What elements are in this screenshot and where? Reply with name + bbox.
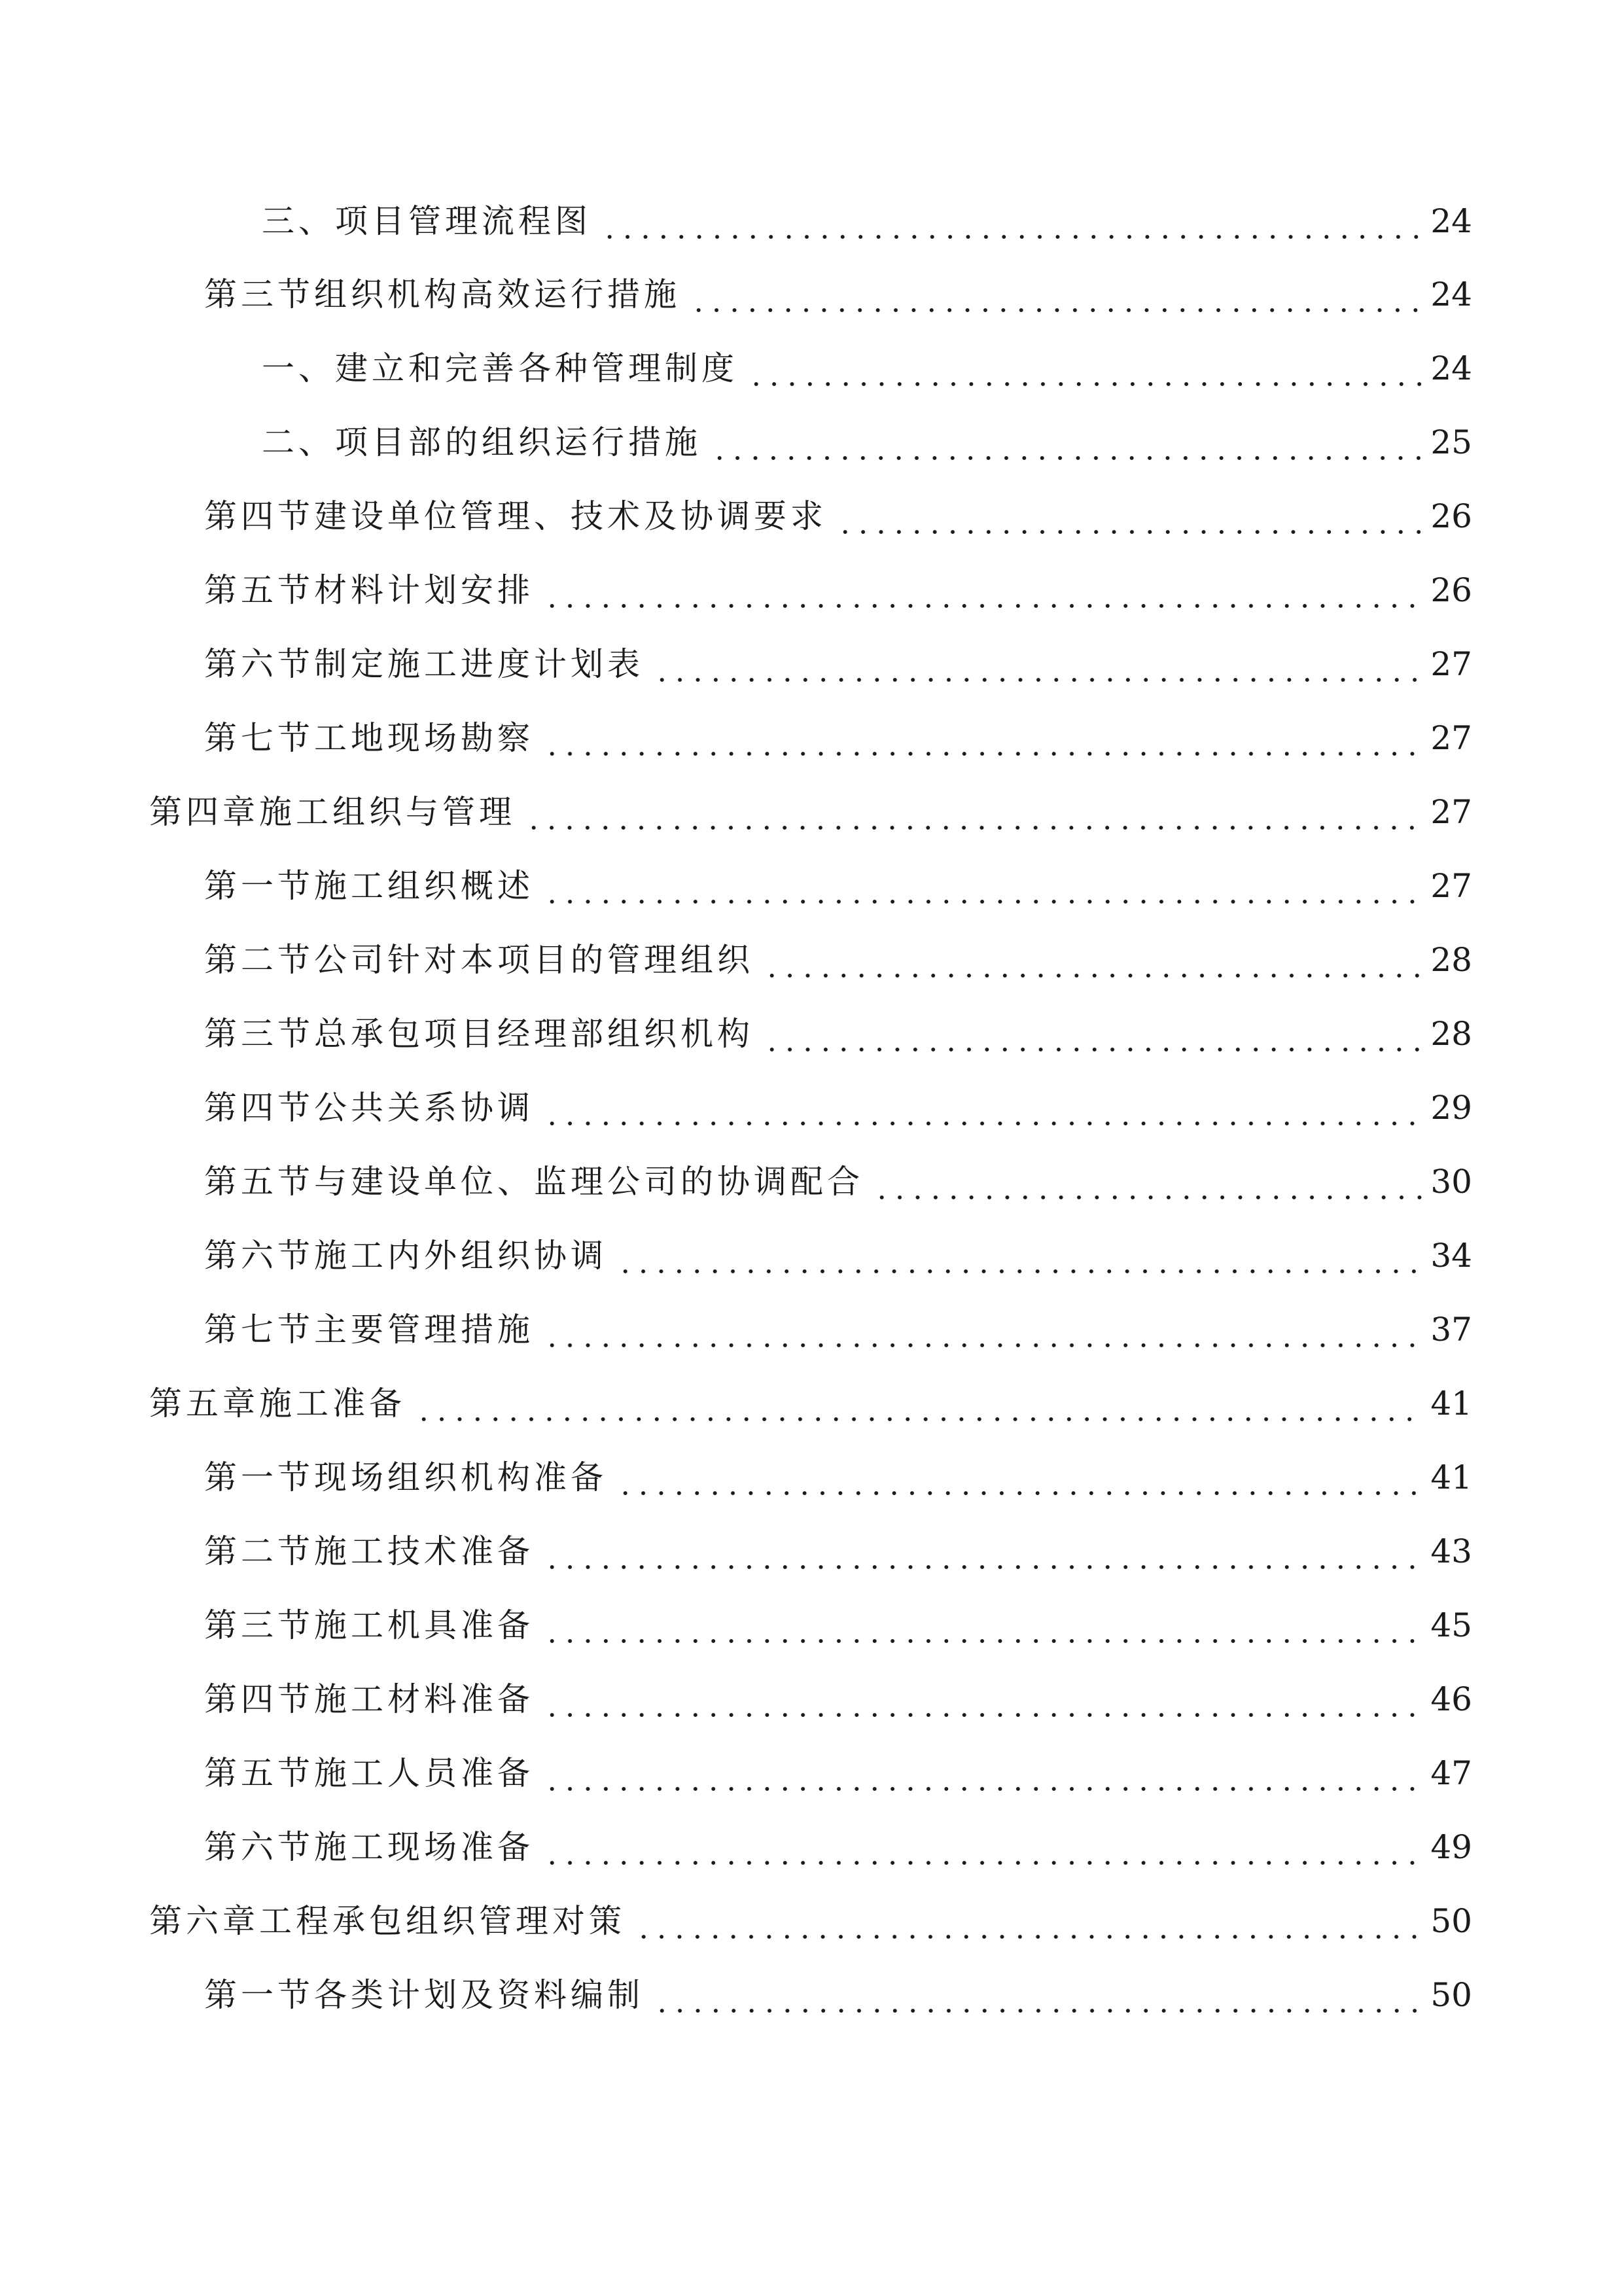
toc-entry-title: 二、项目部的组织运行措施 — [262, 423, 701, 461]
toc-entry-title: 第六节施工现场准备 — [204, 1828, 534, 1866]
toc-leader-dots — [415, 1377, 1425, 1430]
toc-leader-dots — [543, 1821, 1425, 1873]
toc-entry-title: 第四节建设单位管理、技术及协调要求 — [204, 497, 827, 535]
toc-entry-page: 24 — [1430, 202, 1472, 240]
toc-entry-page: 24 — [1430, 275, 1472, 313]
toc-entry[interactable] — [204, 1451, 1472, 1504]
toc-entry-title: 第五节施工人员准备 — [204, 1754, 534, 1792]
toc-entry-title: 第一节现场组织机构准备 — [204, 1458, 607, 1496]
toc-entry-title: 第三节施工机具准备 — [204, 1606, 534, 1644]
toc-leader-dots — [543, 1082, 1425, 1134]
toc-entry[interactable] — [204, 934, 1472, 986]
toc-leader-dots — [711, 416, 1425, 468]
toc-leader-dots — [543, 712, 1425, 764]
toc-entry-page: 47 — [1430, 1754, 1472, 1792]
toc-leader-dots — [543, 1673, 1425, 1725]
toc-leader-dots — [653, 1969, 1425, 2021]
toc-leader-dots — [873, 1156, 1425, 1208]
toc-entry-page: 26 — [1430, 497, 1472, 535]
toc-entry-title: 第四节公共关系协调 — [204, 1089, 534, 1127]
toc-entry[interactable] — [204, 564, 1472, 616]
toc-entry[interactable] — [204, 1525, 1472, 1578]
toc-entry-page: 50 — [1430, 1976, 1472, 2014]
toc-entry-title: 第三节组织机构高效运行措施 — [204, 275, 680, 313]
toc-entry[interactable] — [204, 860, 1472, 912]
toc-entry[interactable] — [262, 195, 1472, 247]
toc-entry-page: 34 — [1430, 1237, 1472, 1275]
toc-entry-page: 25 — [1430, 423, 1472, 461]
toc-entry-page: 46 — [1430, 1680, 1472, 1718]
toc-entry-title: 第二节施工技术准备 — [204, 1532, 534, 1570]
toc-entry-page: 27 — [1430, 867, 1472, 905]
toc-entry-title: 第六节制定施工进度计划表 — [204, 645, 644, 683]
toc-entry-page: 43 — [1430, 1532, 1472, 1570]
toc-entry[interactable] — [204, 712, 1472, 764]
toc-leader-dots — [747, 342, 1425, 395]
toc-entry[interactable] — [204, 1229, 1472, 1282]
toc-entry-page: 28 — [1430, 941, 1472, 979]
toc-entry-page: 37 — [1430, 1311, 1472, 1349]
toc-entry[interactable] — [262, 342, 1472, 395]
toc-entry-title: 第三节总承包项目经理部组织机构 — [204, 1015, 754, 1053]
toc-entry-title: 第七节主要管理措施 — [204, 1311, 534, 1349]
toc-leader-dots — [543, 860, 1425, 912]
toc-entry[interactable] — [204, 1599, 1472, 1651]
toc-leader-dots — [616, 1451, 1425, 1504]
toc-leader-dots — [690, 268, 1425, 321]
toc-entry-page: 41 — [1430, 1385, 1472, 1422]
toc-entry-page: 27 — [1430, 719, 1472, 757]
toc-entry-page: 50 — [1430, 1902, 1472, 1940]
toc-entry-title: 三、项目管理流程图 — [262, 202, 591, 240]
toc-entry-title: 第一节各类计划及资料编制 — [204, 1976, 644, 2014]
toc-leader-dots — [601, 195, 1425, 247]
toc-entry-page: 41 — [1430, 1458, 1472, 1496]
toc-entry-page: 45 — [1430, 1606, 1472, 1644]
toc-entry[interactable] — [204, 1747, 1472, 1799]
toc-leader-dots — [763, 1008, 1425, 1060]
toc-entry[interactable] — [204, 490, 1472, 542]
toc-entry-title: 第五章施工准备 — [149, 1385, 406, 1422]
toc-entry[interactable] — [204, 1008, 1472, 1060]
toc-leader-dots — [543, 1303, 1425, 1356]
toc-entry[interactable] — [204, 1156, 1472, 1208]
toc-entry-title: 一、建立和完善各种管理制度 — [262, 349, 738, 387]
toc-entry[interactable] — [204, 1082, 1472, 1134]
toc-entry[interactable] — [149, 1895, 1472, 1947]
toc-entry[interactable] — [204, 1303, 1472, 1356]
toc-entry[interactable] — [204, 638, 1472, 690]
toc-entry-title: 第四章施工组织与管理 — [149, 793, 516, 831]
toc-leader-dots — [653, 638, 1425, 690]
toc-entry-page: 27 — [1430, 793, 1472, 831]
toc-leader-dots — [543, 1747, 1425, 1799]
toc-entry[interactable] — [149, 1377, 1472, 1430]
toc-leader-dots — [616, 1229, 1425, 1282]
toc-entry[interactable] — [204, 1969, 1472, 2021]
toc-entry-page: 30 — [1430, 1163, 1472, 1201]
toc-leader-dots — [635, 1895, 1425, 1947]
toc-leader-dots — [543, 564, 1425, 616]
toc-entry-page: 26 — [1430, 571, 1472, 609]
toc-entry-title: 第六章工程承包组织管理对策 — [149, 1902, 626, 1940]
toc-entry[interactable] — [204, 1673, 1472, 1725]
toc-leader-dots — [836, 490, 1425, 542]
toc-leader-dots — [543, 1599, 1425, 1651]
toc-entry-page: 49 — [1430, 1828, 1472, 1866]
toc-entry-title: 第五节材料计划安排 — [204, 571, 534, 609]
toc-entry[interactable] — [262, 416, 1472, 468]
toc-entry-title: 第五节与建设单位、监理公司的协调配合 — [204, 1163, 864, 1201]
toc-entry-title: 第四节施工材料准备 — [204, 1680, 534, 1718]
toc-entry[interactable] — [149, 786, 1472, 838]
toc-leader-dots — [763, 934, 1425, 986]
toc-entry-page: 29 — [1430, 1089, 1472, 1127]
toc-entry-title: 第一节施工组织概述 — [204, 867, 534, 905]
toc-entry-page: 27 — [1430, 645, 1472, 683]
toc-entry[interactable] — [204, 268, 1472, 321]
toc-entry-title: 第二节公司针对本项目的管理组织 — [204, 941, 754, 979]
toc-entry[interactable] — [204, 1821, 1472, 1873]
toc-entry-title: 第六节施工内外组织协调 — [204, 1237, 607, 1275]
toc-leader-dots — [543, 1525, 1425, 1578]
toc-entry-page: 28 — [1430, 1015, 1472, 1053]
toc-leader-dots — [525, 786, 1425, 838]
toc-entry-page: 24 — [1430, 349, 1472, 387]
toc-entry-title: 第七节工地现场勘察 — [204, 719, 534, 757]
